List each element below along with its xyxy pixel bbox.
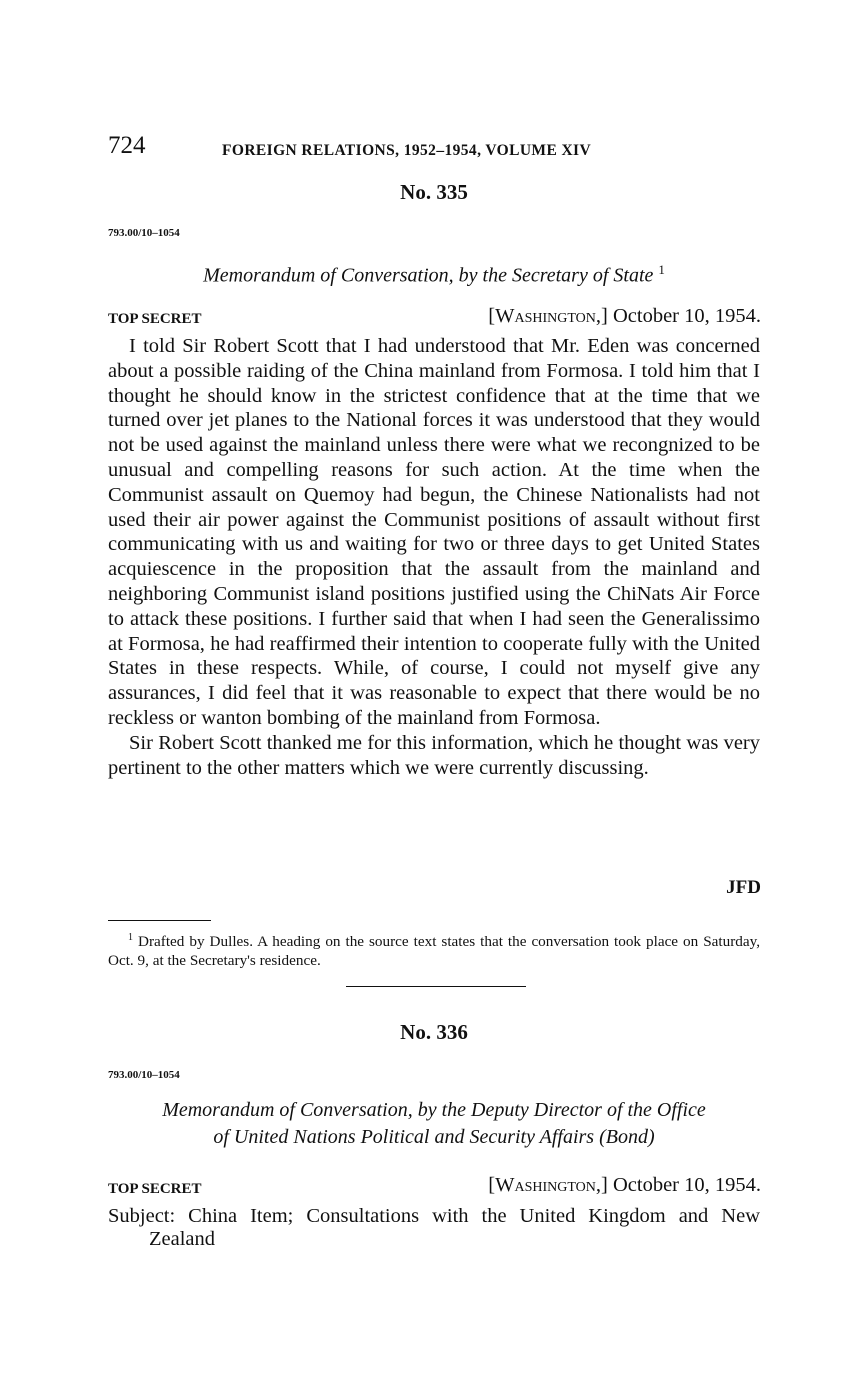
footnote-number: 1 (128, 932, 133, 943)
title-line-1: Memorandum of Conversation, by the Deputy Director of the Office (162, 1099, 706, 1121)
title-text: Memorandum of Conversation, by the Secretary of State (203, 264, 654, 287)
classification-335: TOP SECRET (108, 311, 202, 327)
signature-initials: JFD (726, 877, 761, 898)
dateline-336 (488, 1174, 761, 1197)
page-number: 724 (108, 132, 146, 159)
title-line-2: of United Nations Political and Security Affairs (Bond) (213, 1126, 655, 1148)
footnote-text: Drafted by Dulles. A heading on the source text states that the conversation took place on Saturday, Oct. 9, at the Secretary's residence. (108, 933, 761, 970)
footnote-marker: 1 (658, 262, 665, 277)
place: [Washington,] (488, 1174, 608, 1196)
document-number-335: No. 335 (400, 180, 468, 204)
subject-line: Subject: China Item; Consultations with the United Kingdom and New Zealand (108, 1205, 760, 1250)
memorandum-body-335 (108, 334, 760, 780)
document-number-336: No. 336 (400, 1020, 468, 1044)
footnote-1 (108, 928, 760, 970)
file-reference-335: 793.00/10–1054 (108, 227, 180, 239)
date: October 10, 1954. (612, 1174, 761, 1196)
footnote-rule (108, 920, 211, 921)
document-title-335 (108, 256, 760, 290)
document-title-336 (108, 1097, 760, 1151)
paragraph-2: Sir Robert Scott thanked me for this information, which he thought was very pertinent to the other matters which we were currently discussing. (108, 731, 760, 779)
running-title: FOREIGN RELATIONS, 1952–1954, VOLUME XIV (222, 142, 592, 159)
place: [Washington,] (488, 305, 608, 327)
file-reference-336: 793.00/10–1054 (108, 1069, 180, 1081)
document-separator (346, 986, 526, 987)
dateline-335 (488, 305, 761, 328)
classification-336: TOP SECRET (108, 1181, 202, 1197)
paragraph-1: I told Sir Robert Scott that I had understood that Mr. Eden was concerned about a possible raiding of the China mainland from Formosa. I told him that I thought he should know in the strictest confidence that at the time that we turned over jet planes to the National forces it was understood that they would not be used against the mainland unless there were what we recongnized to be unusual and compelling reasons for such action. At the time when the Communist assault on Quemoy had begun, the Chinese Nationalists had not used their air power against the Communist positions of assault without first communicating with us and waiting for two or three days to get United States acquiescence in the proposition that the assault from the mainland and neighboring Communist island positions justified using the ChiNats Air Force to attack these positions. I further said that when I had seen the Generalissimo at Formosa, he had reaffirmed their intention to cooperate fully with the United States in these respects. While, of course, I could not myself give any assurances, I did feel that it was reasonable to expect that there would be no reckless or wanton bombing of the mainland from Formosa. (108, 335, 760, 729)
date: October 10, 1954. (612, 305, 761, 327)
